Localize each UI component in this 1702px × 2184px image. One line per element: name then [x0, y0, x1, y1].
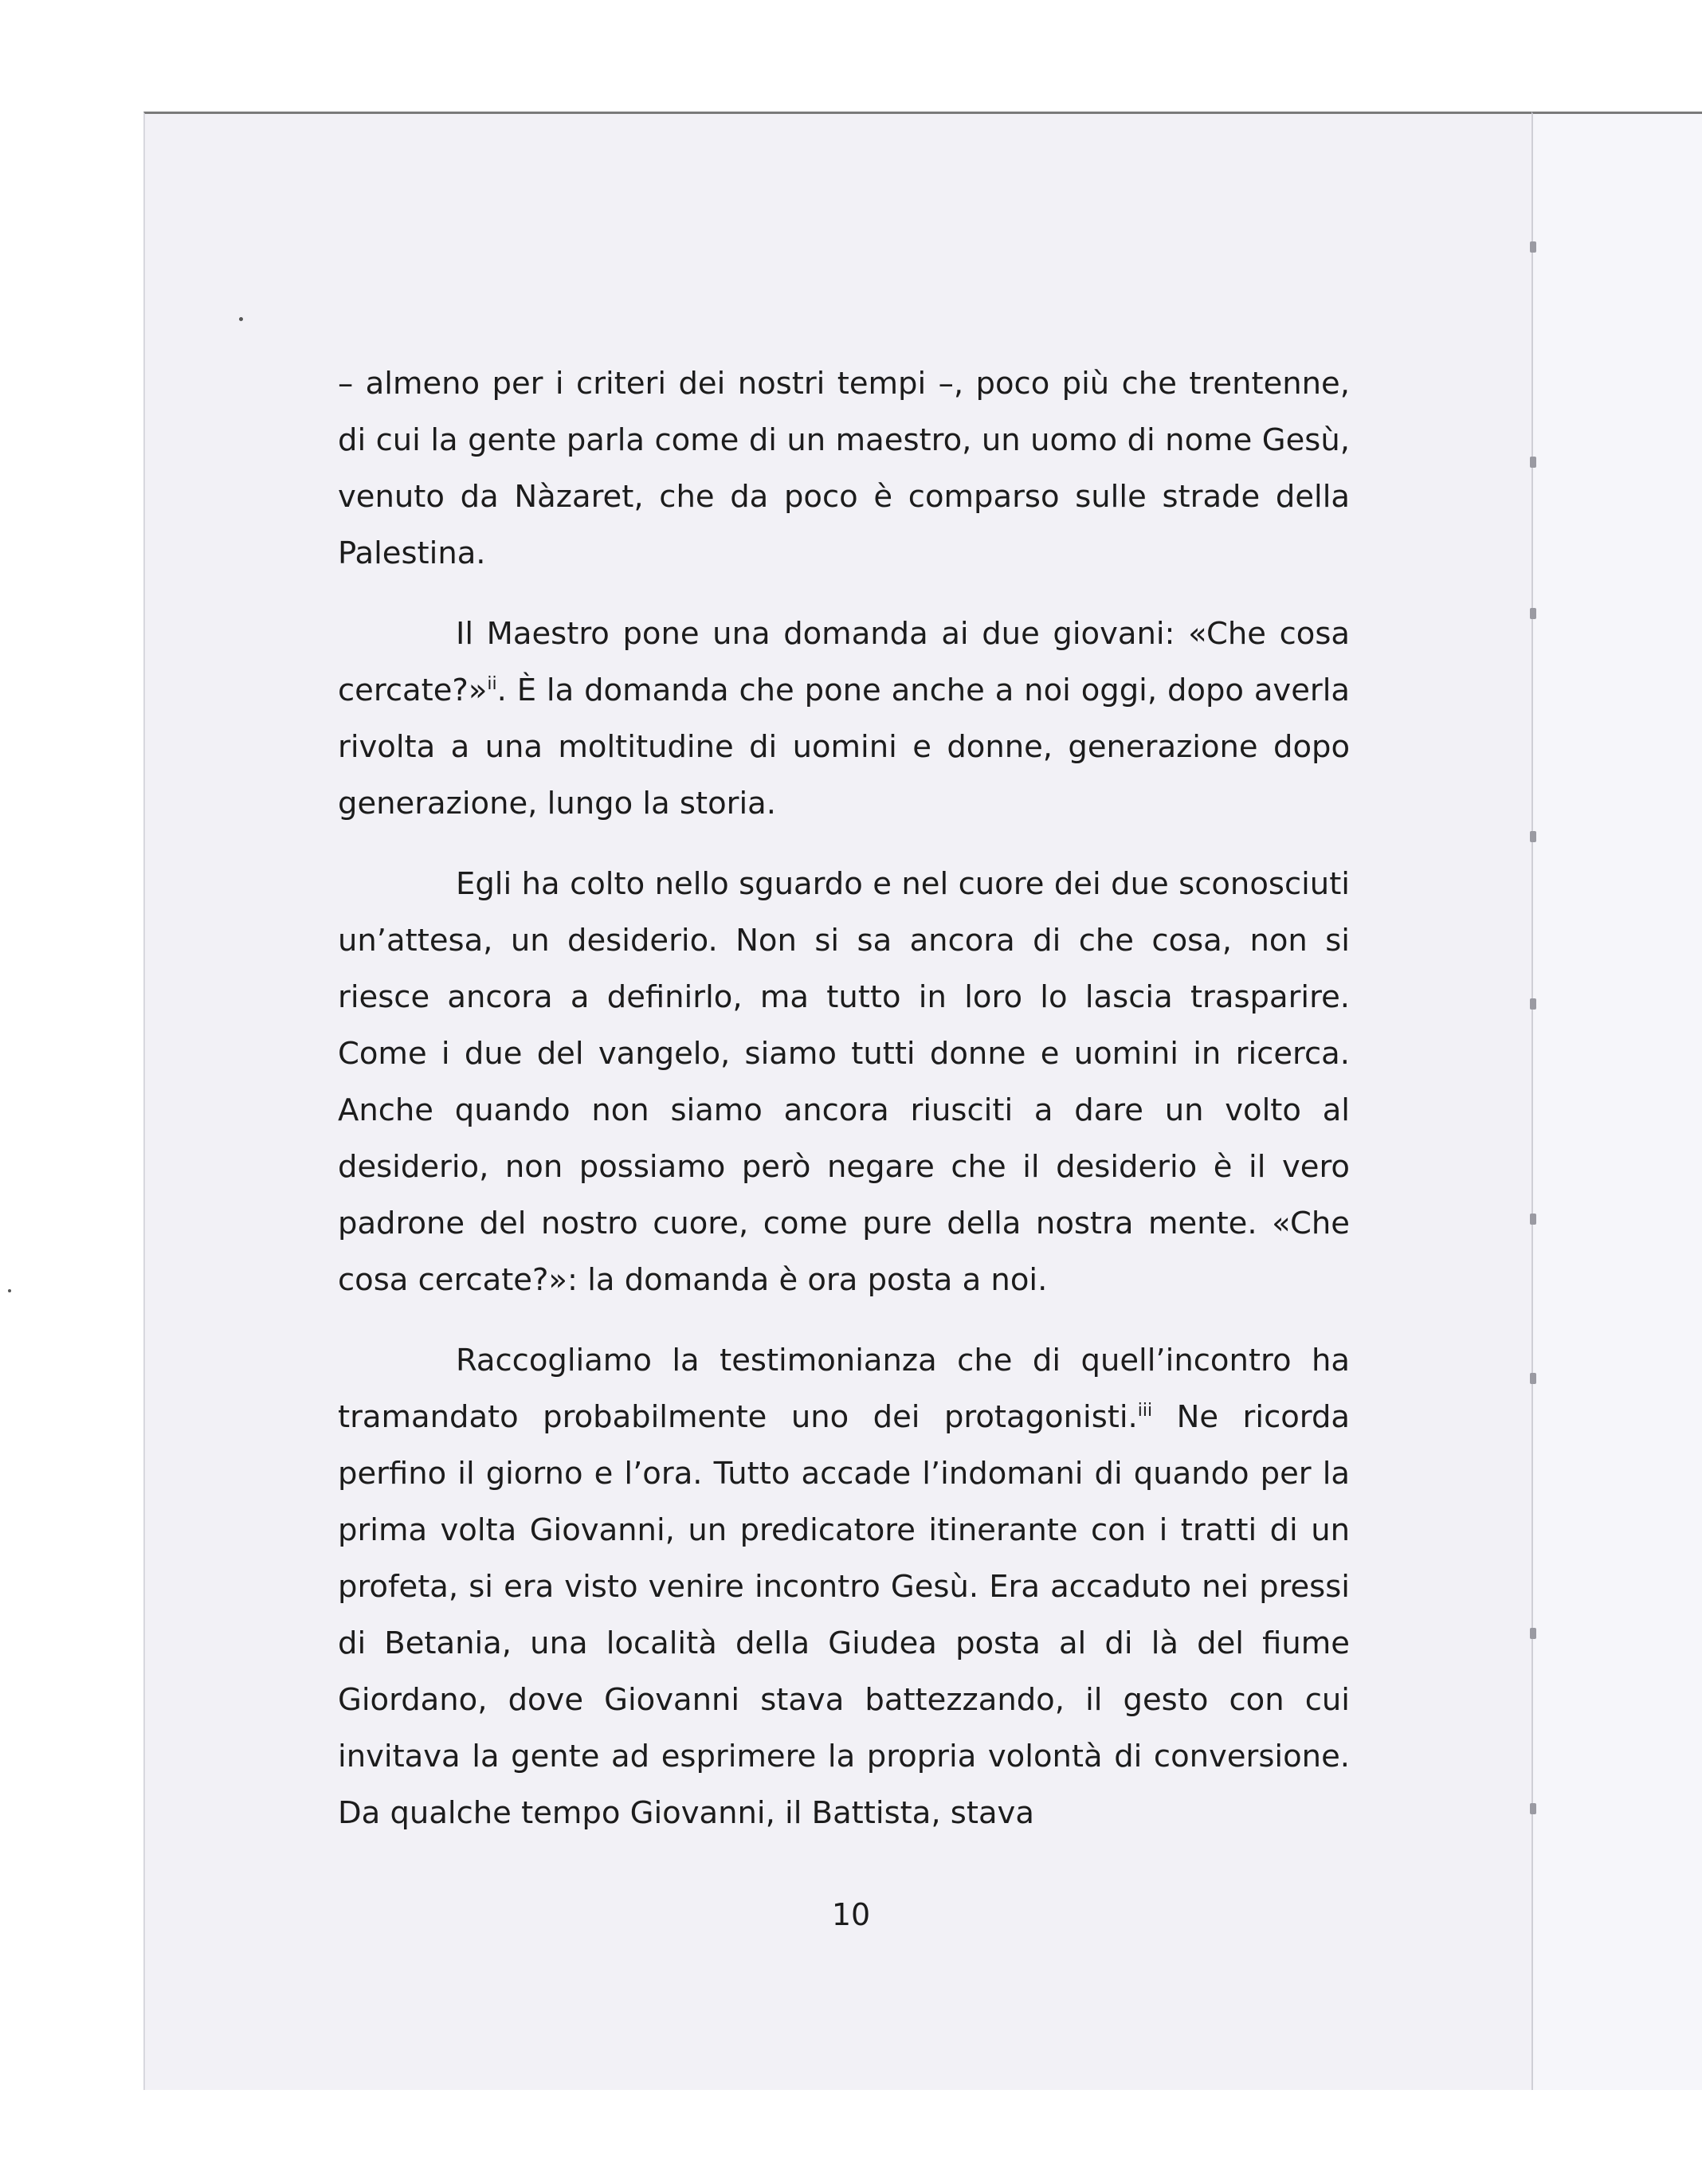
text-run: – almeno per i criteri dei nostri tempi –, poco più che trentenne, di cui la gente parla come di un maestro, un uomo di nome Gesù, venuto da Nàzaret, che da poco è comparso sulle strade della Palestina. [338, 366, 1350, 571]
page-number: 10 [831, 1897, 871, 1932]
text-run: . È la domanda che pone anche a noi oggi, dopo averla rivolta a una moltitudine di uomini e donne, generazione dopo generazione, lungo la storia. [338, 672, 1350, 821]
paragraph [338, 1332, 1350, 1841]
facing-page-edge [1531, 112, 1702, 2090]
binding-mark [1530, 998, 1536, 1010]
text-run: Il Maestro pone una domanda ai due giovani: «Che cosa cercate?» [338, 616, 1350, 708]
paragraph [338, 355, 1350, 582]
binding-mark [1530, 1628, 1536, 1639]
endnote-reference: iii [1137, 1401, 1153, 1421]
text-run: Raccogliamo la testimonianza che di quell’incontro ha tramandato probabilmente uno dei protagonisti. [338, 1343, 1350, 1435]
binding-mark [1530, 241, 1536, 253]
endnote-reference: ii [487, 674, 497, 695]
scan-speck [239, 317, 243, 321]
scan-speck [8, 1289, 11, 1292]
paragraph [338, 606, 1350, 832]
binding-mark [1530, 1373, 1536, 1384]
text-run: Ne ricorda perfino il giorno e l’ora. Tutto accade l’indomani di quando per la prima volta Giovanni, un predicatore itinerante con i tratti di un profeta, si era visto venire incontro Gesù. Era accaduto nei pressi di Betania, una località della Giudea posta al di là del fiume Giordano, dove Giovanni stava battezzando, il gesto con cui invitava la gente ad esprimere la propria volontà di conversione. Da qualche tempo Giovanni, il Battista, stava [338, 1399, 1350, 1831]
binding-mark [1530, 1214, 1536, 1225]
body-text [338, 355, 1350, 1841]
binding-mark [1530, 608, 1536, 619]
binding-mark [1530, 831, 1536, 842]
binding-mark [1530, 457, 1536, 468]
text-run: Egli ha colto nello sguardo e nel cuore dei due sconosciuti un’attesa, un desiderio. Non si sa ancora di che cosa, non si riesce ancora a definirlo, ma tutto in loro lo lascia trasparire. Come i due del vangelo, siamo tutti donne e uomini in ricerca. Anche quando non siamo ancora riusciti a dare un volto al desiderio, non possiamo però negare che il desiderio è il vero padrone del nostro cuore, come pure della nostra mente. «Che cosa cercate?»: la domanda è ora posta a noi. [338, 866, 1350, 1298]
binding-mark [1530, 1803, 1536, 1814]
paragraph [338, 856, 1350, 1308]
